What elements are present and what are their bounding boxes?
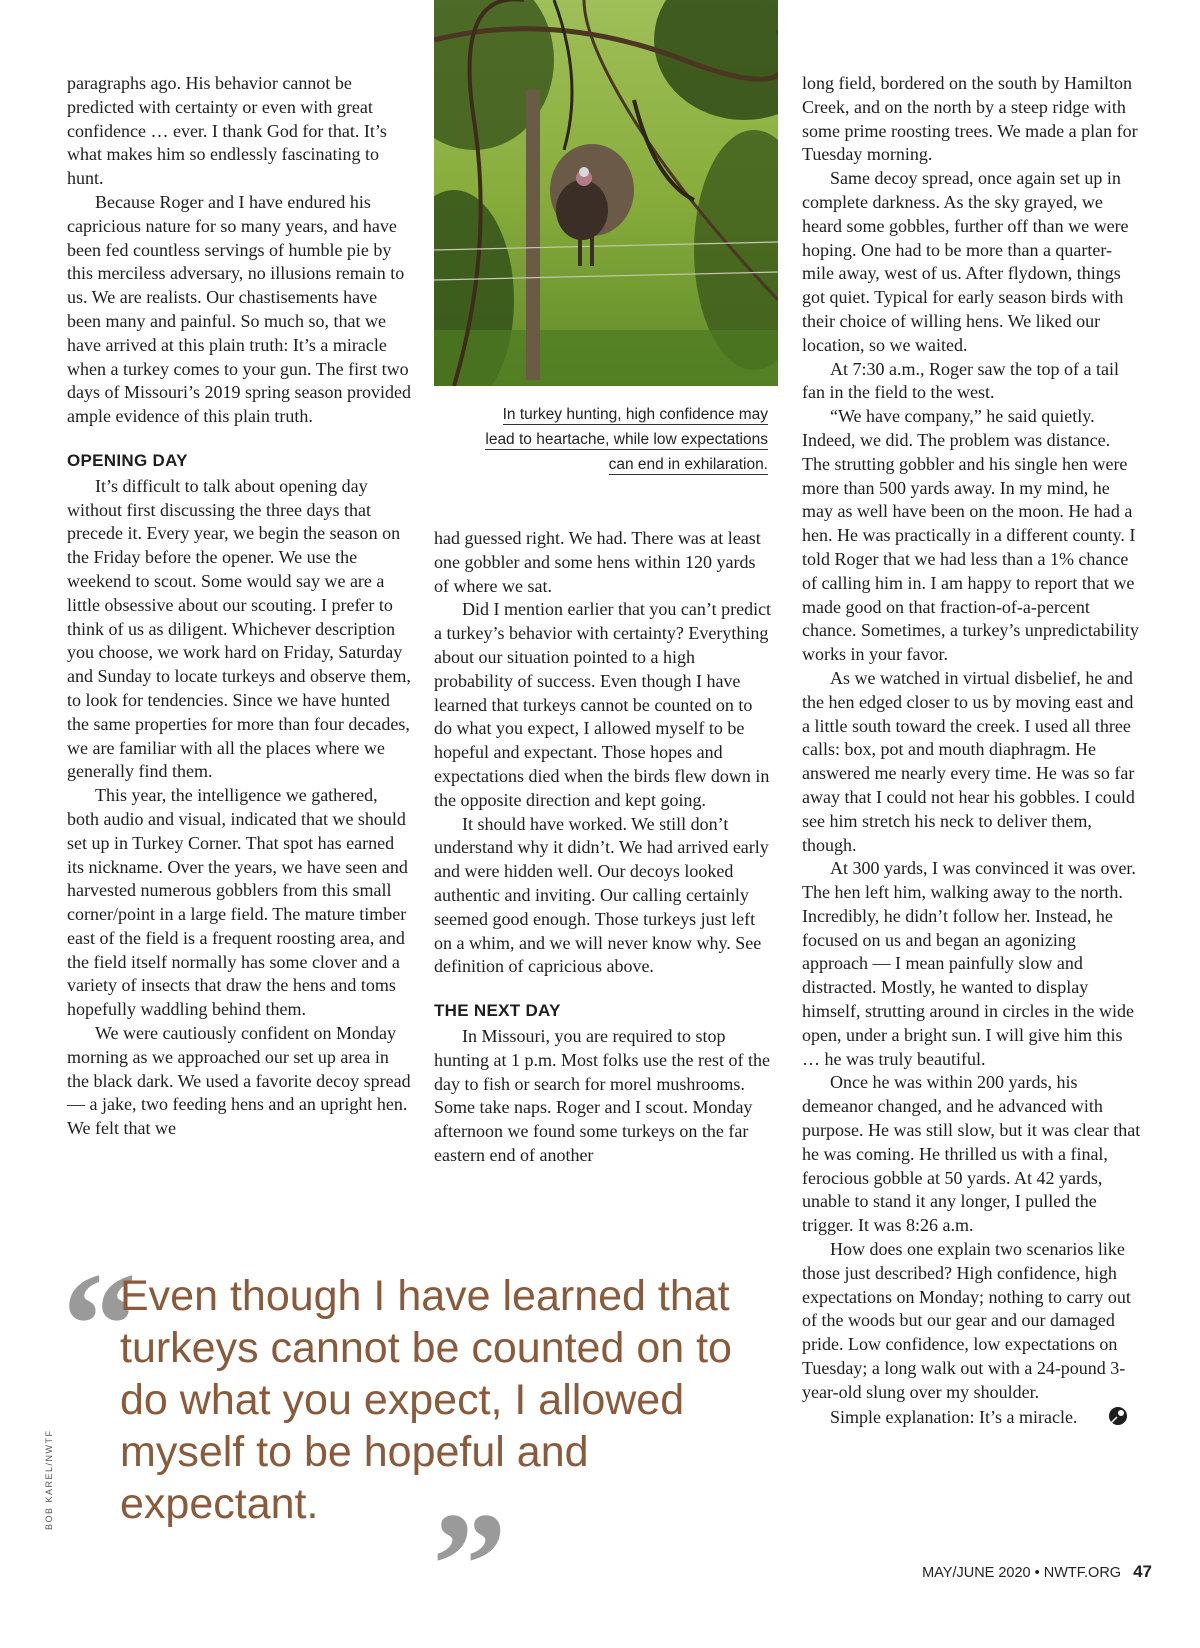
paragraph: In Missouri, you are required to stop hunting at 1 p.m. Most folks use the rest of the day to fish or search for morel mushrooms. Some take naps. Roger and I scout. Monday afternoon we found some turkeys on the far eastern end of another [434,1025,770,1165]
paragraph-final: Simple explanation: It’s a miracle. [802,1405,1142,1430]
paragraph: At 7:30 a.m., Roger saw the top of a tail fan in the field to the west. [802,358,1119,403]
issue-info: MAY/JUNE 2020 • NWTF.ORG [922,1565,1122,1581]
page-footer [922,1562,1152,1582]
paragraph: At 300 yards, I was convinced it was over. The hen left him, walking away to the north. Incredibly, he didn’t follow her. Instead, he focused on us and began an agonizing approach — I mean painfully slow and distracted. Mostly, he wanted to display himself, strutting around in circles in the wide open, under a bright sun. I will give him this … he was truly beautiful. [802,858,1136,1069]
paragraph: Same decoy spread, once again set up in complete darkness. As the sky grayed, we heard some gobbles, further off than we were hoping. One had to be more than a quarter-mile away, west of us. After flydown, things got quiet. Typical for early season birds with their choice of willing hens. We liked our location, so we waited. [802,168,1129,355]
page-number: 47 [1133,1562,1152,1581]
photo-caption: In turkey hunting, high confidence may lead to heartache, while low expectations can end in exhilaration. [485,406,768,473]
paragraph: It should have worked. We still don’t understand why it didn’t. We had arrived early and were hidden well. Our decoys looked authentic and inviting. Our calling certainly seemed good enough. Those turkeys just left on a whim, and we will never know why. See definition of capricious above. [434,813,769,977]
paragraph: long field, bordered on the south by Hamilton Creek, and on the north by a steep ridge with some prime roosting trees. We made a plan for Tuesday morning. [802,73,1138,165]
paragraph: As we watched in virtual disbelief, he and the hen edged closer to us by moving east and a little south toward the creek. I used all three calls: box, pot and mouth diaphragm. He answered me nearly every time. He was so far away that I could not hear his gobbles. I could see him stretch his neck to deliver them, though. [802,667,1135,855]
article-column-2 [434,527,774,1168]
paragraph: This year, the intelligence we gathered, both audio and visual, indicated that we should set up in Turkey Corner. That spot has earned its nickname. Over the years, we have seen and harvested numerous gobblers from this small corner/point in a large field. The mature timber east of the field is a frequent roosting area, and the field itself normally has some clover and a variety of insects that draw the hens and toms hopefully waddling behind them. [67,785,408,1020]
paragraph: Did I mention earlier that you can’t predict a turkey’s behavior with certainty? Everything about our situation pointed to a high probability of success. Even though I have learned that turkeys cannot be counted on to do what you expect, I allowed myself to be hopeful and expectant. Those hopes and expectations died when the birds flew down in the opposite direction and kept going. [434,599,772,810]
paragraph: “We have company,” he said quietly. Indeed, we did. The problem was distance. The strutting gobbler and his single hen were more than 500 yards away. In my mind, he may as well have been on the moon. He had a hen. He was practically in a different county. I told Roger that we had less than a 1% chance of calling him in. I am happy to report that we made good on that fraction-of-a-percent chance. Sometimes, a turkey’s unpredictability works in your favor. [802,406,1139,665]
section-heading-next-day: THE NEXT DAY [434,1001,561,1021]
article-column-1 [67,72,412,1141]
paragraph: We were cautiously confident on Monday morning as we approached our set up area in the black dark. We used a favorite decoy spread — a jake, two feeding hens and an upright hen. We felt that we [67,1023,411,1139]
section-heading-opening-day: OPENING DAY [67,450,188,470]
paragraph: Because Roger and I have endured his capricious nature for so many years, and have been fed countless servings of humble pie by this merciless adversary, no illusions remain to us. We are realists. Our chastisements have been many and painful. So much so, that we have arrived at this plain truth: It’s a miracle when a turkey comes to your gun. The first two days of Missouri’s 2019 spring season provided ample evidence of this plain truth. [67,191,411,427]
photo-credit: BOB KAREL/NWTF [44,1429,54,1530]
paragraph: It’s difficult to talk about opening day without first discussing the three days that precede it. Every year, we begin the season on the Friday before the opener. We use the weekend to scout. Some would say we are a little obsessive about our scouting. I prefer to think of us as diligent. Whichever description you choose, we work hard on Friday, Saturday and Sunday to locate turkeys and observe them, to look for tendencies. Since we have hunted the same properties for more than four decades, we are familiar with all the places where we generally find them. [67,475,411,782]
close-quote-mark: ” [432,1482,507,1648]
turkey-photo [434,0,778,386]
open-quote-mark: “ [62,1242,137,1408]
paragraph: How does one explain two scenarios like those just described? High confidence, high expectations on Monday; nothing to carry out of the woods but our gear and our damaged pride. Low confidence, low expectations on Tuesday; a long walk out with a 24-pound 3-year-old slung over my shoulder. [802,1239,1131,1402]
paragraph: paragraphs ago. His behavior cannot be predicted with certainty or even with great confidence … ever. I thank God for that. It’s what makes him so endlessly fascinating to hunt. [67,73,387,189]
turkey-end-mark-icon [1079,1405,1101,1427]
paragraph: Once he was within 200 yards, his demeanor changed, and he advanced with purpose. He was still slow, but it was clear that he was coming. He thrilled us with a final, ferocious gobble at 50 yards. At 42 yards, unable to stand it any longer, I pulled the trigger. It was 8:26 a.m. [802,1072,1141,1236]
pull-quote: Even though I have learned that turkeys cannot be counted on to do what you expect, I allowed myself to be hopeful and expectant. [120,1272,732,1528]
article-column-3 [802,72,1142,1429]
paragraph: had guessed right. We had. There was at least one gobbler and some hens within 120 yards of where we sat. [434,528,761,596]
